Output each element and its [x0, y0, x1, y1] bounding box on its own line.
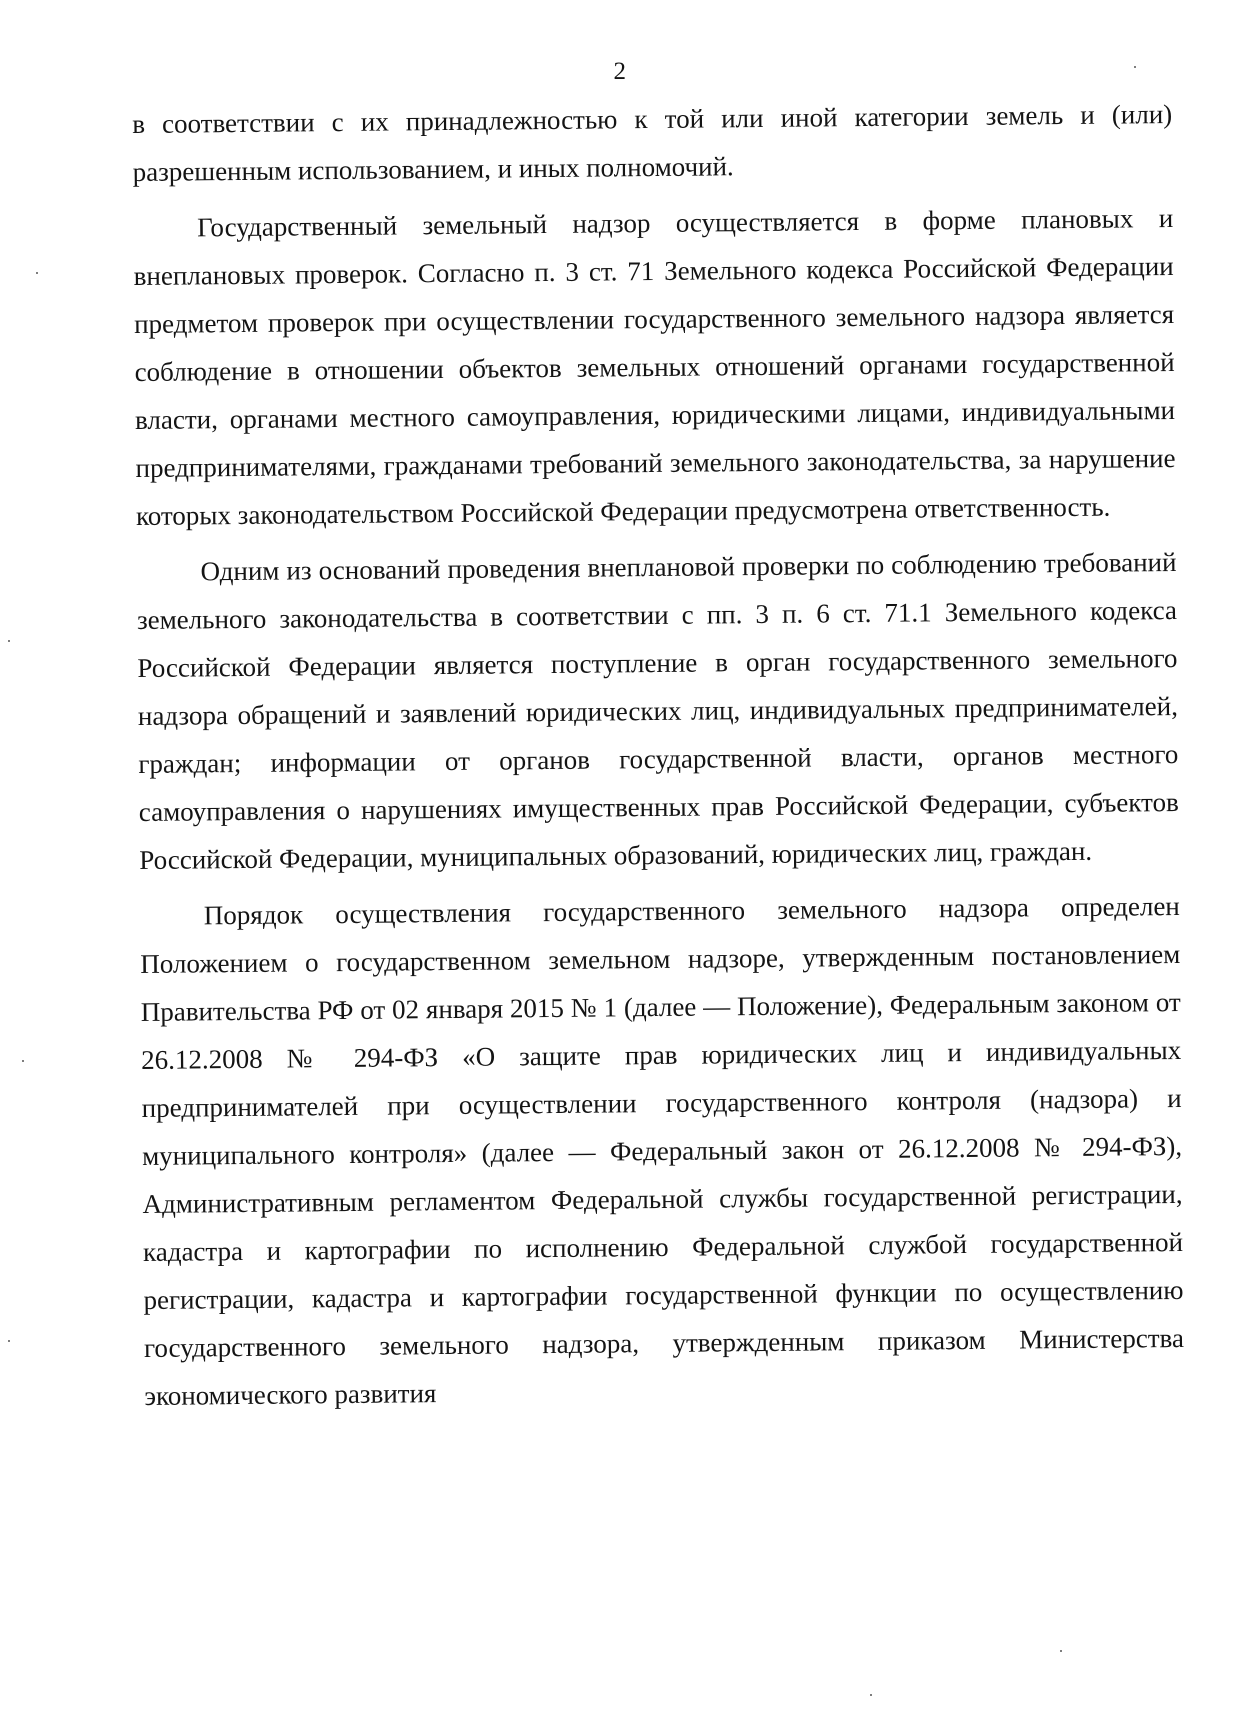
scan-speck — [870, 1694, 872, 1696]
scan-speck — [36, 272, 38, 274]
scan-speck — [8, 1340, 10, 1342]
paragraph-3: Одним из оснований проведения внеплановой проверки по соблюдению требований земельного законодательства в соответствии с пп. 3 п. 6 ст. 71.1 Земельного кодекса Российской Федерации является поступление в орган государственного земельного надзора обращений и заявлений юридических лиц, индивидуальных предпринимателей, граждан; информации от органов государственной власти, органов местного самоуправления о нарушениях имущественных прав Российской Федерации, субъектов Российской Федерации, муниципальных образований, юридических лиц, граждан. — [136, 546, 1179, 875]
paragraph-2: Государственный земельный надзор осуществляется в форме плановых и внеплановых проверок. Согласно п. 3 ст. 71 Земельного кодекса Российской Федерации предметом проверок при осуществлении государственного земельного надзора является соблюдение в отношении объектов земельных отношений органами государственной власти, органами местного самоуправления, юридическими лицами, индивидуальными предпринимателями, гражданами требований земельного законодательства, за нарушение которых законодательством Российской Федерации предусмотрена ответственность. — [133, 203, 1176, 531]
paragraph-4: Порядок осуществления государственного земельного надзора определен Положением о государственном земельном надзоре, утвержденным постановлением Правительства РФ от 02 января 2015 № 1 (далее — Положение), Федеральным законом от 26.12.2008 № 294-ФЗ «О защите прав юридических лиц и индивидуальных предпринимателей при осуществлении государственного контроля (надзора) и муниципального контроля» (далее — Федеральный закон от 26.12.2008 № 294-ФЗ), Административным регламентом Федеральной службы государственной регистрации, кадастра и картографии по исполнению Федеральной службой государственной регистрации, кадастра и картографии государственной функции по осуществлению государственного земельного надзора, утвержденным приказом Министерства экономического развития — [140, 890, 1185, 1411]
document-body — [132, 90, 1185, 1428]
page-number: 2 — [613, 58, 627, 85]
scan-speck — [22, 1060, 24, 1062]
scan-speck — [1134, 66, 1136, 68]
scan-speck — [1060, 1650, 1062, 1652]
paragraph-1: в соответствии с их принадлежностью к той или иной категории земель и (или) разрешенным использованием, и иных полномочий. — [132, 99, 1173, 187]
scan-speck — [8, 640, 10, 642]
